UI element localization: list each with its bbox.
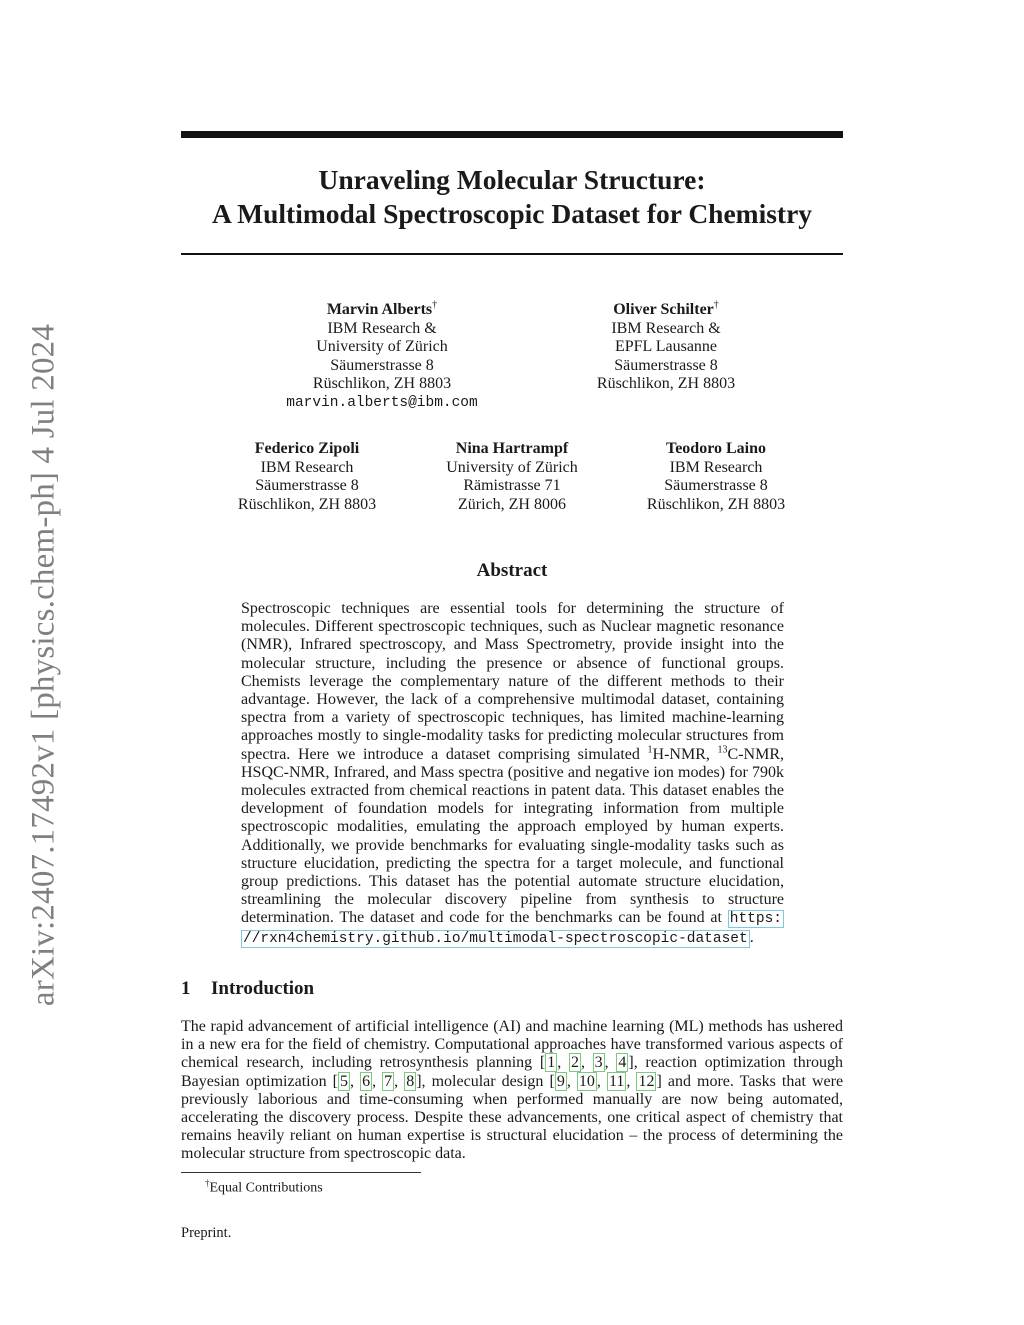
author-name: Federico Zipoli bbox=[254, 440, 360, 457]
citation-link[interactable]: 10 bbox=[578, 1072, 595, 1090]
affiliation-line: EPFL Lausanne bbox=[614, 338, 718, 355]
affiliation-line: Säumerstrasse 8 bbox=[664, 477, 768, 494]
arxiv-identifier: arXiv:2407.17492v1 [physics.chem-ph] 4 Jul 2024 bbox=[25, 323, 62, 1007]
citation-link[interactable]: 1 bbox=[547, 1054, 556, 1072]
author-name: Oliver Schilter bbox=[613, 301, 714, 318]
footnote-rule bbox=[181, 1172, 421, 1173]
citation-link[interactable]: 11 bbox=[608, 1072, 625, 1090]
section-number: 1 bbox=[181, 978, 191, 999]
affiliation-line: IBM Research bbox=[669, 458, 763, 476]
abstract-body bbox=[241, 600, 784, 948]
author-name: Nina Hartrampf bbox=[455, 440, 569, 457]
affiliation-line: Rüschlikon, ZH 8803 bbox=[596, 375, 736, 392]
separator: , bbox=[394, 1072, 405, 1090]
affiliation-line: Rämistrasse 71 bbox=[463, 477, 561, 494]
abstract-text: C-NMR, HSQC-NMR, Infrared, and Mass spectra (positive and negative ion modes) for 790k molecules extracted from chemical reactions in patent data. This dataset enables the development of foundation models for integrating information from multiple spectroscopic modalities, emulating the approach employed by human experts. Additionally, we provide benchmarks for evaluating single-modality tasks such as structure elucidation, predicting the spectra for a target molecule, and functional group predictions. This dataset has the potential automate structure elucidation, streamlining the molecular discovery pipeline from synthesis to structure determination. The dataset and code for the benchmarks can be found at bbox=[241, 745, 784, 927]
preprint-label: Preprint. bbox=[181, 1225, 232, 1241]
body-text: ], molecular design [ bbox=[416, 1072, 555, 1090]
title-top-rule bbox=[181, 131, 843, 138]
citation-link[interactable]: 2 bbox=[570, 1054, 579, 1072]
author-nina-hartrampf bbox=[446, 440, 578, 514]
citation-link[interactable]: 5 bbox=[339, 1072, 348, 1090]
section-title: Introduction bbox=[211, 978, 315, 999]
abstract-heading: Abstract bbox=[476, 560, 548, 581]
abstract-text: . bbox=[749, 928, 754, 946]
author-oliver-schilter bbox=[597, 301, 735, 394]
dataset-link[interactable]: //rxn4chemistry.github.io/multimodal-spectroscopic-dataset bbox=[243, 930, 748, 947]
equal-contribution-mark: † bbox=[432, 299, 438, 311]
footnote-mark: † bbox=[205, 1178, 210, 1188]
citation-link[interactable]: 9 bbox=[556, 1072, 565, 1090]
separator: , bbox=[604, 1054, 617, 1072]
body-text: ] and more. Tasks that were previously laborious and time-consuming when performed manually are now being automated, accelerating the discovery process. Despite these advancements, one critical aspect of chemistry that remains heavily reliant on human expertise is structural elucidation – the process of determining the molecular structure from spectroscopic data. bbox=[181, 1072, 844, 1163]
citation-link[interactable]: 6 bbox=[362, 1072, 371, 1090]
author-name: Marvin Alberts bbox=[326, 301, 433, 318]
body-text: The rapid advancement of artificial intelligence (AI) and machine learning (ML) methods has ushered in a new era for the field of chemistry. Computational approaches have transformed various aspects of chemical research, including retrosynthesis planning [ bbox=[181, 1018, 843, 1072]
separator: , bbox=[596, 1072, 607, 1090]
superscript: 1 bbox=[647, 744, 653, 756]
affiliation-line: Säumerstrasse 8 bbox=[255, 477, 359, 494]
affiliation-line: Säumerstrasse 8 bbox=[330, 356, 434, 374]
paper-title bbox=[181, 163, 843, 231]
author-teodoro-laino bbox=[647, 440, 785, 514]
footnote bbox=[205, 1178, 323, 1197]
superscript: 13 bbox=[717, 744, 728, 756]
separator: , bbox=[580, 1054, 593, 1072]
citation-link[interactable]: 12 bbox=[638, 1072, 655, 1090]
author-marvin-alberts bbox=[286, 301, 477, 412]
affiliation-line: University of Zürich bbox=[446, 458, 578, 476]
abstract-text: H-NMR, bbox=[652, 745, 718, 763]
introduction-paragraph bbox=[181, 1018, 843, 1164]
citation-link[interactable]: 7 bbox=[384, 1072, 393, 1090]
affiliation-line: IBM Research & bbox=[327, 319, 437, 337]
affiliation-line: Rüschlikon, ZH 8803 bbox=[312, 375, 452, 392]
author-name: Teodoro Laino bbox=[665, 440, 767, 457]
affiliation-line: Rüschlikon, ZH 8803 bbox=[237, 495, 377, 513]
section-heading-introduction bbox=[181, 978, 314, 1000]
affiliation-line: IBM Research bbox=[260, 458, 354, 476]
citation-link[interactable]: 8 bbox=[406, 1072, 415, 1090]
citation-link[interactable]: 3 bbox=[594, 1054, 603, 1072]
footnote-text: Equal Contributions bbox=[209, 1180, 323, 1196]
author-email: marvin.alberts@ibm.com bbox=[286, 394, 478, 411]
affiliation-line: IBM Research & bbox=[611, 319, 721, 337]
abstract-text: Spectroscopic techniques are essential tools for determining the structure of molecules. Different spectroscopic techniques, such as Nuclear magnetic resonance (NMR), Infrared spectroscopy, and Mass Spectrometry, provide insight into the molecular structure, including the presence or absence of functional groups. Chemists leverage the complementary nature of the different methods to their advantage. However, the lack of a comprehensive multimodal dataset, containing spectra from a variety of spectroscopic techniques, has limited machine-learning approaches mostly to single-modality tasks for predicting molecular structures from spectra. Here we introduce a dataset comprising simulated bbox=[241, 600, 784, 763]
dataset-link[interactable]: https: bbox=[729, 911, 782, 928]
affiliation-line: Zürich, ZH 8006 bbox=[458, 495, 566, 513]
separator: , bbox=[557, 1054, 569, 1072]
affiliation-line: University of Zürich bbox=[316, 338, 448, 355]
title-line-2: A Multimodal Spectroscopic Dataset for Chemistry bbox=[211, 198, 813, 229]
author-federico-zipoli bbox=[238, 440, 376, 514]
separator: , bbox=[566, 1072, 577, 1090]
title-line-1: Unraveling Molecular Structure: bbox=[318, 164, 706, 195]
citation-link[interactable]: 4 bbox=[618, 1054, 627, 1072]
title-bottom-rule bbox=[181, 253, 843, 255]
body-text: ], reaction optimization through Bayesian optimization [ bbox=[181, 1054, 844, 1090]
affiliation-line: Säumerstrasse 8 bbox=[614, 356, 718, 374]
separator: , bbox=[349, 1072, 361, 1090]
equal-contribution-mark: † bbox=[713, 299, 719, 311]
affiliation-line: Rüschlikon, ZH 8803 bbox=[646, 495, 786, 513]
separator: , bbox=[372, 1072, 383, 1090]
separator: , bbox=[626, 1072, 637, 1090]
